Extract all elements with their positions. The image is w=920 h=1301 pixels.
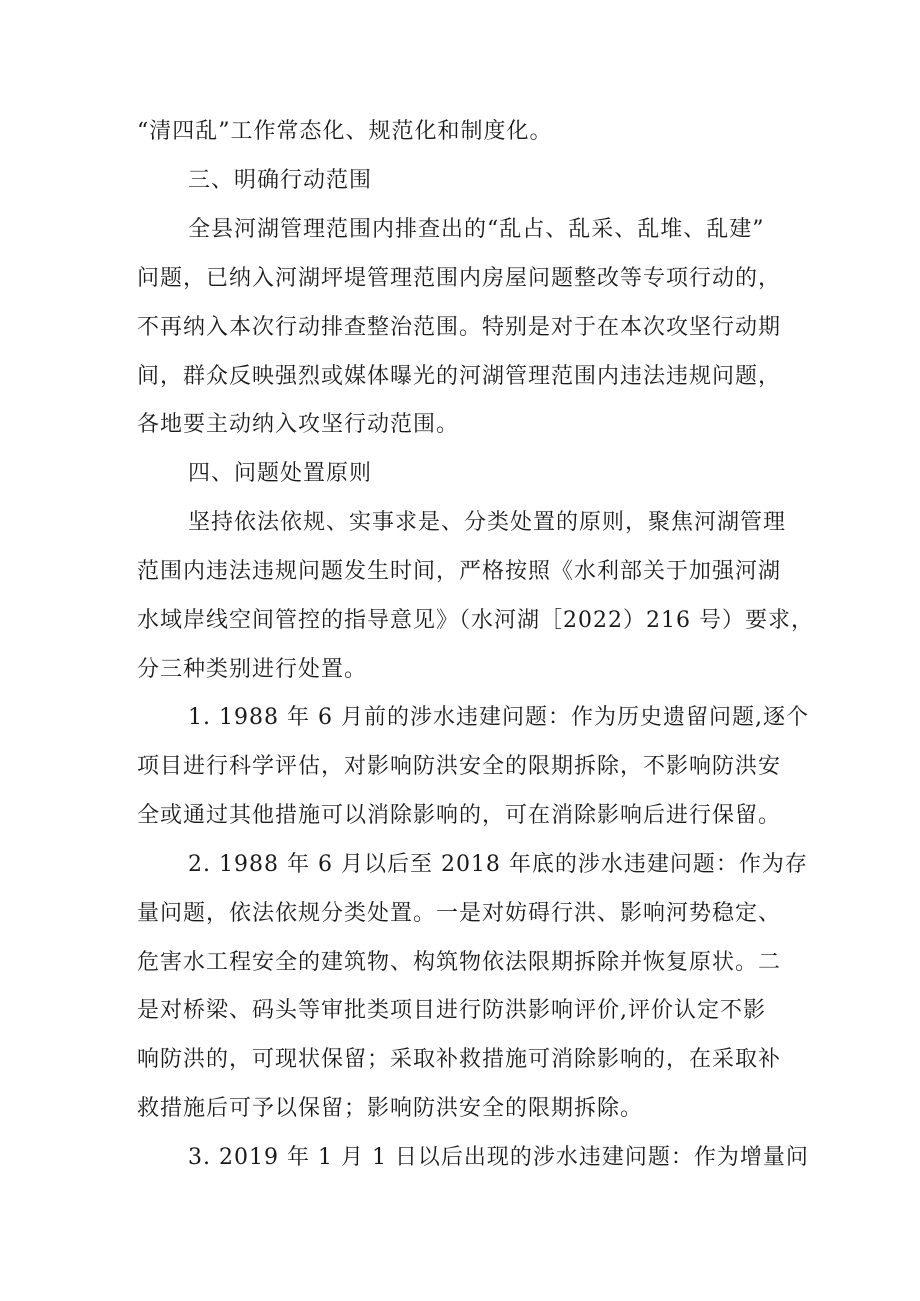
paragraph-line: 不再纳入本次行动排查整治范围。特别是对于在本次攻坚行动期 bbox=[137, 315, 782, 340]
paragraph-continuation: “清四乱”工作常态化、规范化和制度化。 bbox=[137, 119, 553, 144]
paragraph-line: 全或通过其他措施可以消除影响的，可在消除影响后进行保留。 bbox=[137, 803, 782, 828]
section-heading-4: 四、问题处置原则 bbox=[188, 461, 373, 486]
paragraph-line: 范围内违法违规问题发生时间，严格按照《水利部关于加强河湖 bbox=[137, 559, 782, 584]
list-item-2: 2. 1988 年 6 月以后至 2018 年底的涉水违建问题：作为存 bbox=[188, 852, 808, 877]
section-heading-3: 三、明确行动范围 bbox=[188, 168, 373, 193]
paragraph-line: 量问题，依法依规分类处置。一是对妨碍行洪、影响河势稳定、 bbox=[137, 901, 782, 926]
paragraph-line: 全县河湖管理范围内排查出的“乱占、乱采、乱堆、乱建” bbox=[188, 217, 765, 242]
list-item-1: 1. 1988 年 6 月前的涉水违建问题：作为历史遗留问题,逐个 bbox=[188, 705, 809, 730]
paragraph-line: 坚持依法依规、实事求是、分类处置的原则，聚焦河湖管理 bbox=[188, 510, 787, 535]
paragraph-line: 水域岸线空间管控的指导意见》（水河湖［2022）216 号）要求， bbox=[137, 608, 814, 633]
paragraph-line: 危害水工程安全的建筑物、构筑物依法限期拆除并恢复原状。二 bbox=[137, 950, 782, 975]
paragraph-line: 各地要主动纳入攻坚行动范围。 bbox=[137, 412, 460, 437]
paragraph-line: 问题，已纳入河湖坪堤管理范围内房屋问题整改等专项行动的， bbox=[137, 266, 782, 291]
paragraph-line: 是对桥梁、码头等审批类项目进行防洪影响评价,评价认定不影 bbox=[137, 998, 766, 1023]
paragraph-line: 分三种类别进行处置。 bbox=[137, 657, 368, 682]
list-item-3: 3. 2019 年 1 月 1 日以后出现的涉水违建问题：作为增量问 bbox=[188, 1145, 809, 1170]
paragraph-line: 项目进行科学评估，对影响防洪安全的限期拆除，不影响防洪安 bbox=[137, 754, 782, 779]
paragraph-line: 响防洪的，可现状保留；采取补救措施可消除影响的，在采取补 bbox=[137, 1047, 782, 1072]
paragraph-line: 救措施后可予以保留；影响防洪安全的限期拆除。 bbox=[137, 1096, 644, 1121]
paragraph-line: 间，群众反映强烈或媒体曝光的河湖管理范围内违法违规问题， bbox=[137, 364, 782, 389]
